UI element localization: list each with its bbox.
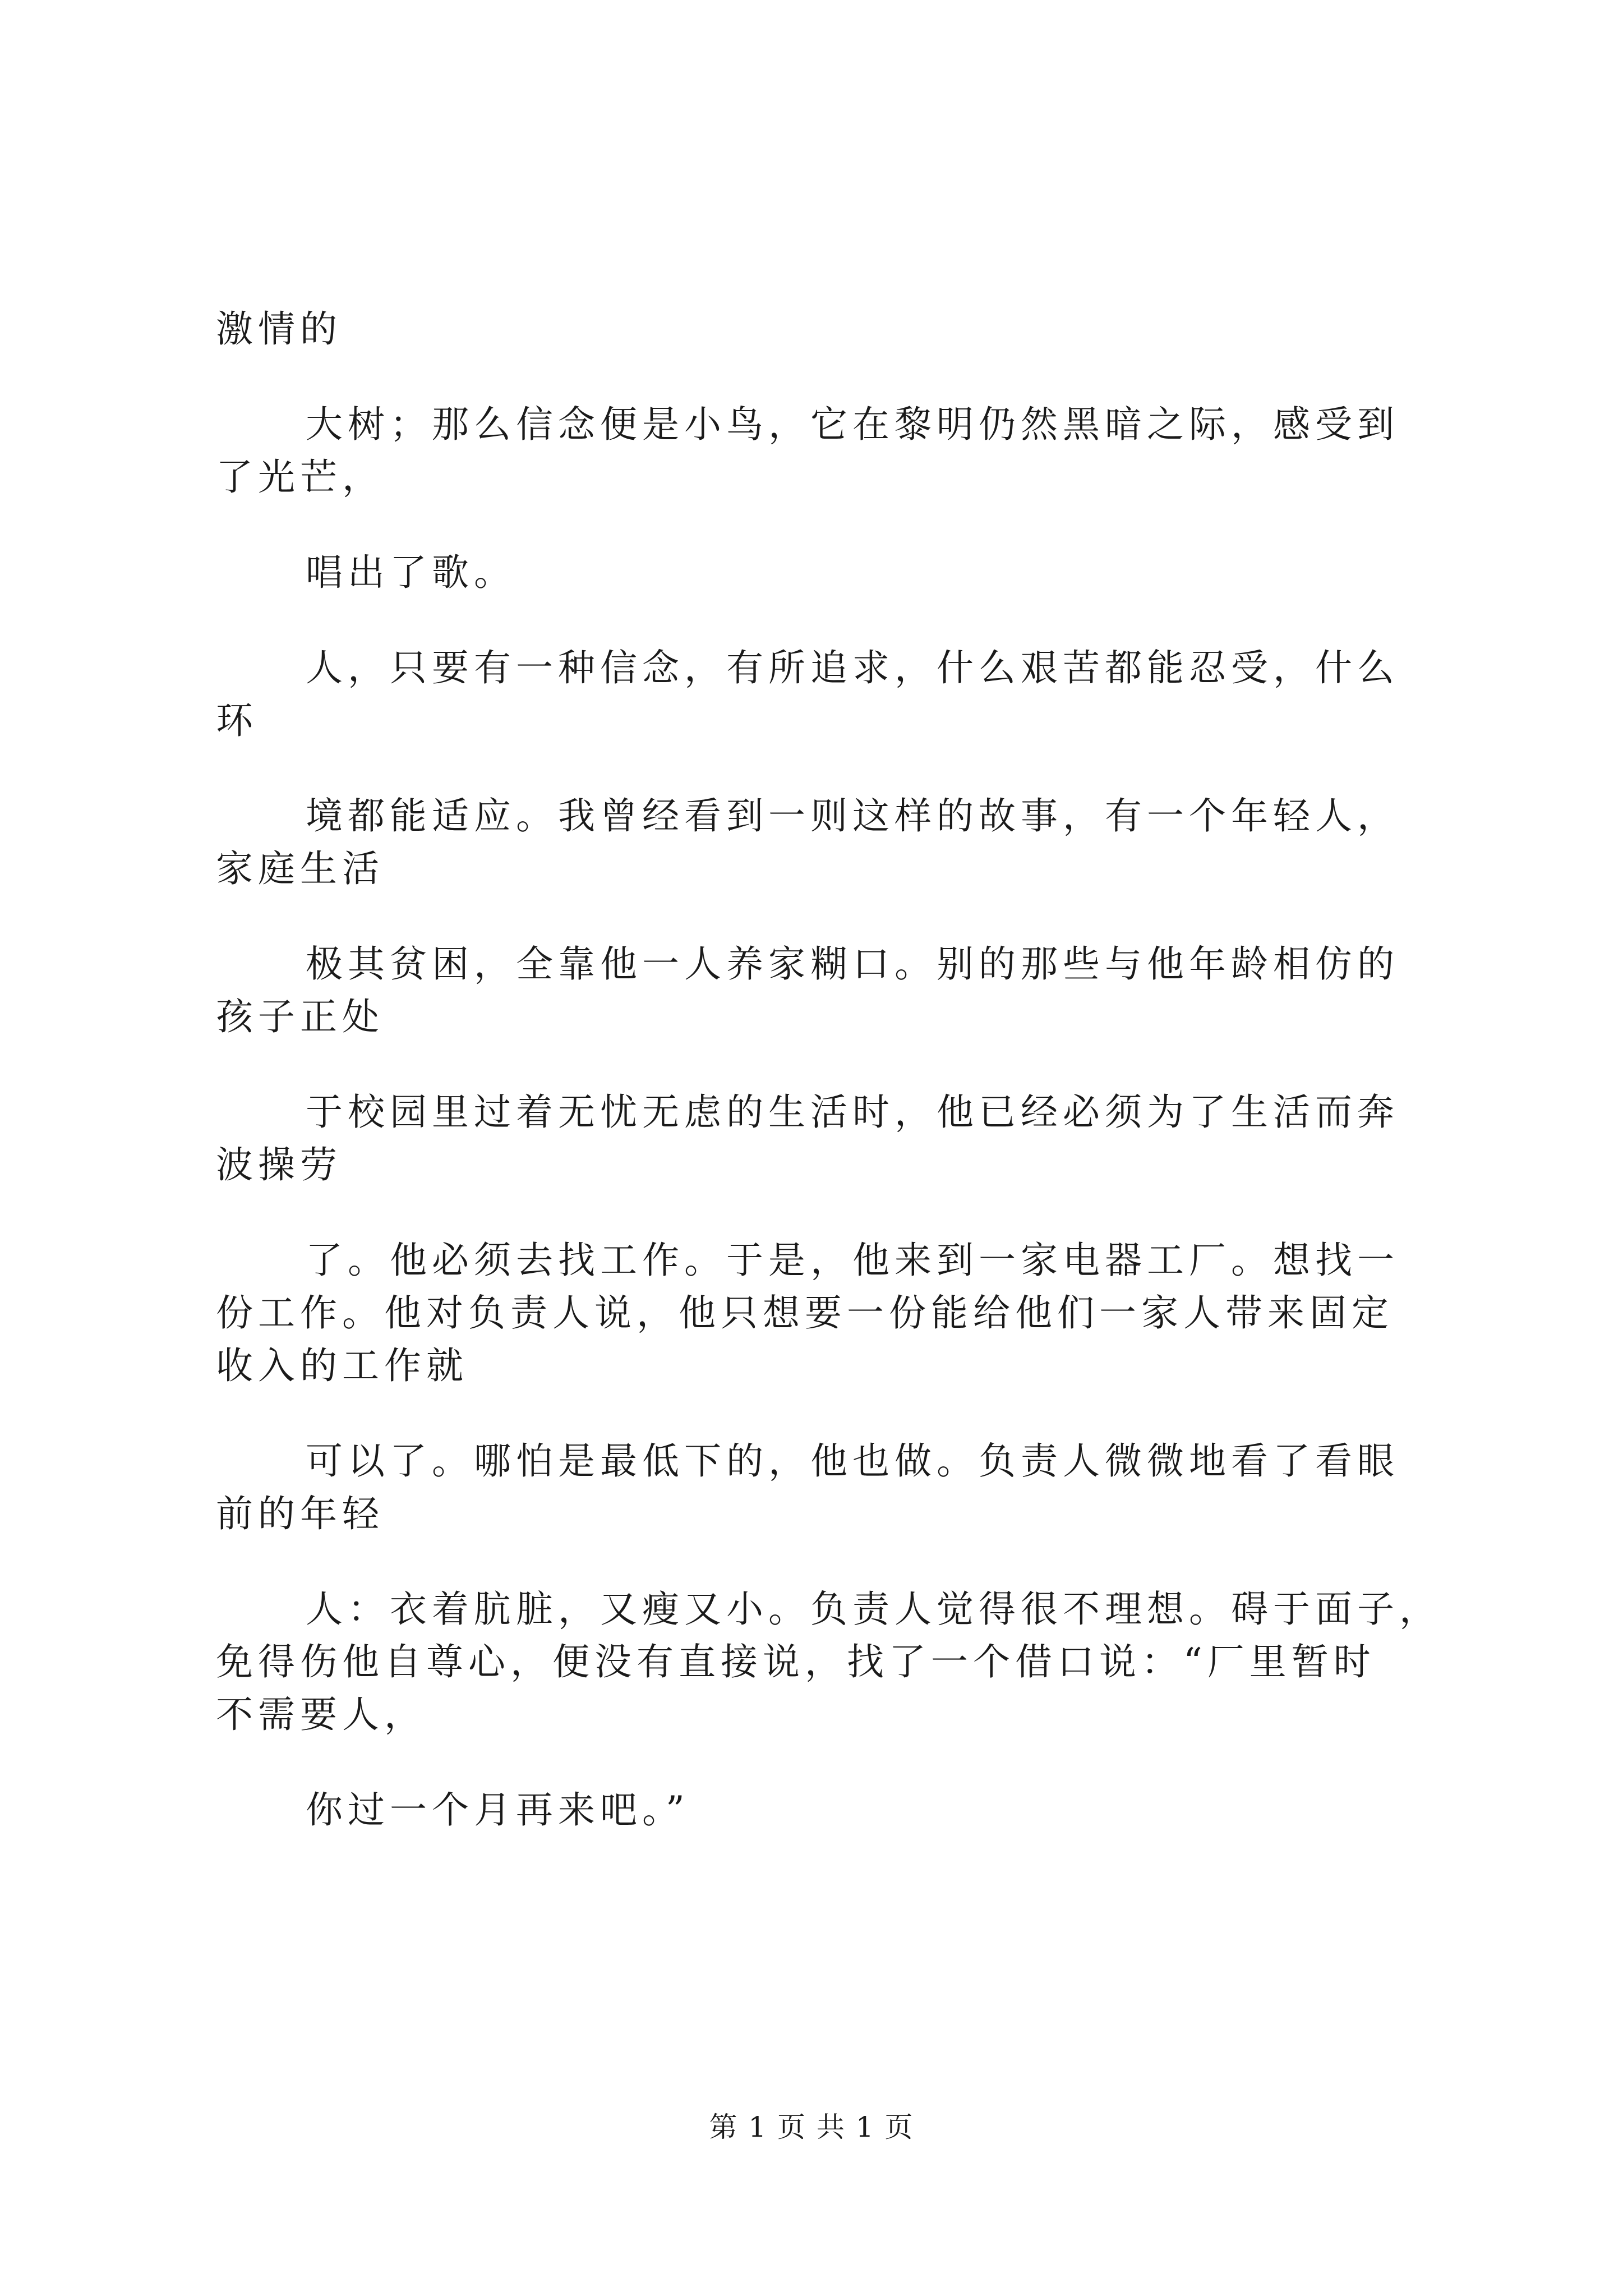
paragraph bbox=[216, 790, 1438, 895]
text-line: 了。他必须去找工作。于是，他来到一家电器工厂。想找一 bbox=[306, 1239, 1399, 1282]
paragraph bbox=[216, 1234, 1438, 1392]
text-line: 环 bbox=[216, 699, 258, 742]
text-line: 不需要人， bbox=[216, 1693, 426, 1736]
text-line: 份工作。他对负责人说，他只想要一份能给他们一家人带来固定 bbox=[216, 1291, 1394, 1335]
text-line: 孩子正处 bbox=[216, 995, 384, 1038]
text-line: 可以了。哪怕是最低下的，他也做。负责人微微地看了看眼 bbox=[306, 1439, 1399, 1483]
paragraph bbox=[216, 938, 1438, 1043]
paragraph bbox=[216, 1784, 1438, 1837]
paragraph bbox=[216, 1086, 1438, 1191]
text-line: 唱出了歌。 bbox=[306, 551, 516, 594]
paragraph bbox=[216, 1435, 1438, 1540]
text-line: 境都能适应。我曾经看到一则这样的故事，有一个年轻人， bbox=[306, 794, 1399, 838]
text-line: 免得伤他自尊心，便没有直接说，找了一个借口说：“厂里暂时 bbox=[216, 1640, 1376, 1683]
text-line: 人：衣着肮脏，又瘦又小。负责人觉得很不理想。碍于面子， bbox=[306, 1588, 1441, 1631]
text-line: 极其贫困，全靠他一人养家糊口。别的那些与他年龄相仿的 bbox=[306, 942, 1399, 986]
text-line: 收入的工作就 bbox=[216, 1344, 468, 1387]
text-line: 家庭生活 bbox=[216, 847, 384, 890]
document-body bbox=[216, 303, 1441, 1837]
text-line: 人，只要有一种信念，有所追求，什么艰苦都能忍受，什么 bbox=[306, 646, 1399, 689]
text-line: 于校园里过着无忧无虑的生活时，他已经必须为了生活而奔 bbox=[306, 1091, 1399, 1134]
text-line: 了光芒， bbox=[216, 455, 384, 499]
text-line: 你过一个月再来吧。” bbox=[306, 1788, 690, 1832]
text-line: 波操劳 bbox=[216, 1143, 342, 1186]
paragraph bbox=[216, 1583, 1441, 1741]
paragraph bbox=[216, 546, 1438, 599]
page-footer bbox=[0, 2110, 1623, 2144]
text-line: 激情的 bbox=[216, 307, 342, 351]
paragraph bbox=[216, 642, 1438, 747]
page-number-label: 第 1 页 共 1 页 bbox=[709, 2111, 914, 2143]
paragraph bbox=[216, 303, 1438, 356]
paragraph bbox=[216, 398, 1438, 504]
text-line: 前的年轻 bbox=[216, 1492, 384, 1535]
text-line: 大树；那么信念便是小鸟，它在黎明仍然黑暗之际，感受到 bbox=[306, 403, 1399, 446]
